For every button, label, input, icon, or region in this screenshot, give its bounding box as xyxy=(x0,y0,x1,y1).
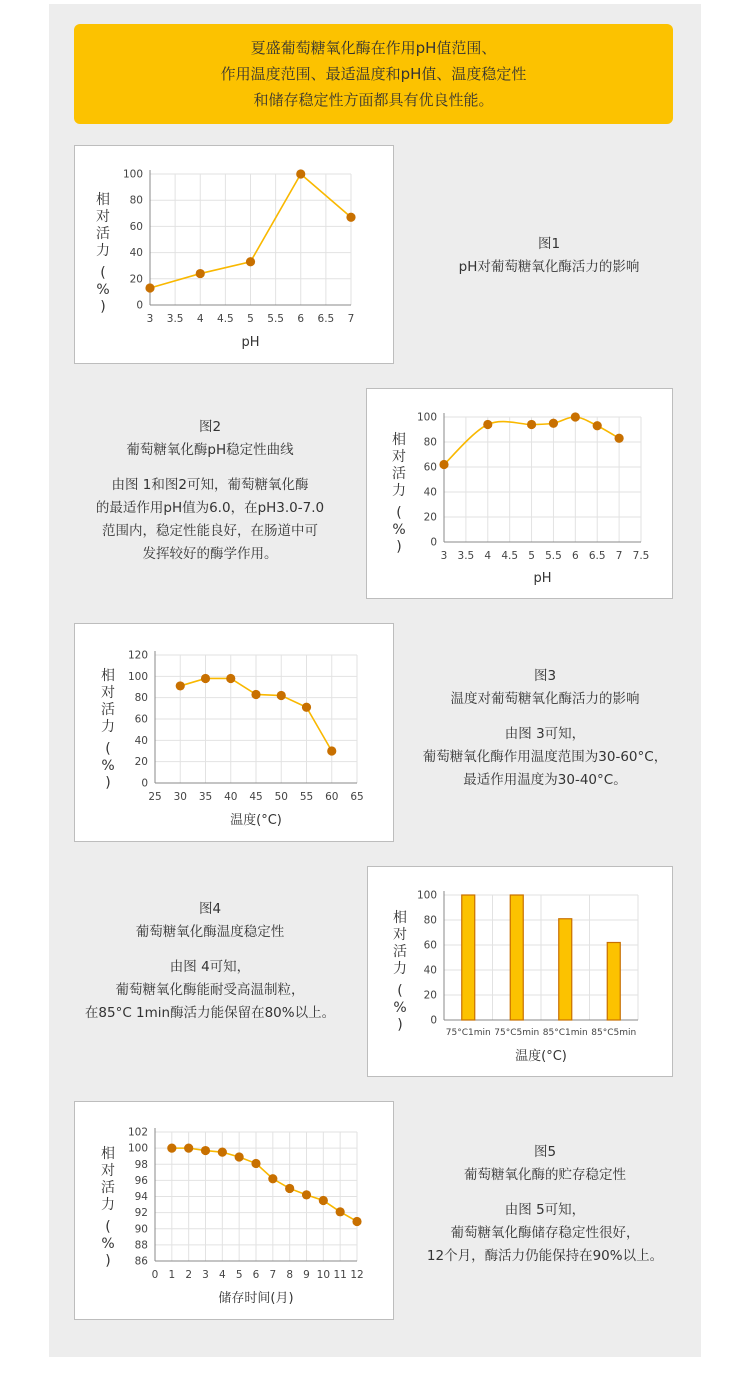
data-point xyxy=(184,1144,193,1153)
fig4-text-line: 葡萄糖氧化酶能耐受高温制粒， xyxy=(115,982,305,998)
y-tick-label: 20 xyxy=(134,756,148,769)
data-point xyxy=(336,1207,345,1216)
y-tick-label: 120 xyxy=(127,649,148,662)
fig3-text-line: 由图 3可知， xyxy=(504,726,586,742)
x-tick-label: 6.5 xyxy=(317,313,335,325)
x-tick-label: 60 xyxy=(325,791,339,803)
fig4-subtitle: 葡萄糖氧化酶温度稳定性 xyxy=(135,924,285,940)
x-tick-label: 3 xyxy=(146,313,154,325)
x-tick-label: 6 xyxy=(297,313,305,325)
y-tick-label: 80 xyxy=(423,436,437,449)
x-tick-label: 40 xyxy=(224,791,238,803)
y-tick-label: 20 xyxy=(423,511,437,524)
y-tick-label: 80 xyxy=(129,194,143,207)
x-tick-label: 4 xyxy=(196,313,204,325)
data-point xyxy=(285,1184,294,1193)
x-axis-title: 温度(°C) xyxy=(515,1049,567,1064)
y-tick-label: 98 xyxy=(134,1158,148,1171)
x-tick-label: 1 xyxy=(168,1269,176,1281)
fig2-text-line: 的最适作用pH值为6.0，在pH3.0-7.0 xyxy=(95,500,325,516)
fig2-subtitle: 葡萄糖氧化酶pH稳定性曲线 xyxy=(126,442,294,458)
data-point xyxy=(527,420,536,429)
fig2-text-line: 发挥较好的酶学作用。 xyxy=(142,546,278,562)
fig5-chart xyxy=(75,1102,393,1319)
banner-line: 和储存稳定性方面都具有优良性能。 xyxy=(253,91,494,109)
data-point xyxy=(246,257,255,266)
bar xyxy=(559,919,572,1020)
fig1-subtitle: pH对葡萄糖氧化酶活力的影响 xyxy=(458,259,640,275)
x-tick-label: 4.5 xyxy=(501,550,519,562)
x-tick-label: 3 xyxy=(440,550,448,562)
fig3-text-line: 最适作用温度为30-40°C。 xyxy=(463,772,627,788)
series-line xyxy=(172,1148,357,1221)
x-tick-label: 11 xyxy=(333,1269,347,1281)
data-point xyxy=(251,1159,260,1168)
fig5-text-line: 12个月，酶活力仍能保持在90%以上。 xyxy=(426,1248,664,1264)
y-tick-label: 100 xyxy=(122,168,143,181)
y-tick-label: 100 xyxy=(416,411,437,424)
fig2-caption xyxy=(64,416,356,566)
y-tick-label: 86 xyxy=(134,1255,148,1268)
data-point xyxy=(176,681,185,690)
x-tick-label: 5 xyxy=(528,550,535,562)
fig5-title: 图5 xyxy=(533,1144,557,1160)
x-tick-label: 5 xyxy=(247,313,254,325)
y-tick-label: 40 xyxy=(134,734,148,747)
y-tick-label: 60 xyxy=(129,220,143,233)
x-tick-label: 65 xyxy=(350,791,364,803)
fig1-caption xyxy=(414,233,684,279)
y-tick-label: 0 xyxy=(141,777,148,790)
fig3-subtitle: 温度对葡萄糖氧化酶活力的影响 xyxy=(450,691,640,707)
y-tick-label: 60 xyxy=(423,461,437,474)
y-tick-label: 80 xyxy=(134,692,148,705)
x-tick-label: 75°C5min xyxy=(494,1028,540,1038)
x-tick-label: 85°C1min xyxy=(542,1028,588,1038)
x-tick-label: 4 xyxy=(218,1269,226,1281)
fig4-chart-card xyxy=(367,866,673,1077)
x-tick-label: 7 xyxy=(269,1269,277,1281)
x-tick-label: 50 xyxy=(274,791,288,803)
data-point xyxy=(352,1217,361,1226)
y-axis-title: 相对活力( % ) xyxy=(96,192,110,315)
x-tick-label: 6 xyxy=(571,550,579,562)
fig2-title: 图2 xyxy=(198,419,222,435)
y-tick-label: 60 xyxy=(134,713,148,726)
fig1-title: 图1 xyxy=(537,236,561,252)
fig5-subtitle: 葡萄糖氧化酶的贮存稳定性 xyxy=(464,1167,626,1183)
bar xyxy=(462,895,475,1020)
y-axis-title: 相对活力( % ) xyxy=(392,432,406,555)
x-tick-label: 9 xyxy=(303,1269,310,1281)
x-tick-label: 85°C5min xyxy=(591,1028,637,1038)
data-point xyxy=(167,1144,176,1153)
bar xyxy=(510,895,523,1020)
banner-line: 作用温度范围、最适温度和pH值、温度稳定性 xyxy=(220,65,527,83)
x-tick-label: 7 xyxy=(347,313,355,325)
x-axis-title: pH xyxy=(533,571,552,586)
y-tick-label: 20 xyxy=(129,273,143,286)
y-axis-title: 相对活力( % ) xyxy=(101,1146,115,1269)
x-tick-label: 5.5 xyxy=(545,550,562,562)
fig1-chart xyxy=(75,146,393,363)
x-tick-label: 8 xyxy=(286,1269,294,1281)
fig3-chart-card xyxy=(74,623,394,842)
x-tick-label: 10 xyxy=(316,1269,331,1281)
x-tick-label: 4.5 xyxy=(217,313,234,325)
fig5-chart-card xyxy=(74,1101,394,1320)
y-tick-label: 88 xyxy=(134,1239,148,1252)
x-tick-label: 35 xyxy=(198,791,213,803)
x-tick-label: 25 xyxy=(148,791,162,803)
data-point xyxy=(201,1146,210,1155)
fig2-chart-card xyxy=(366,388,673,599)
y-tick-label: 0 xyxy=(430,1014,437,1027)
x-tick-label: 55 xyxy=(299,791,314,803)
x-tick-label: 4 xyxy=(484,550,492,562)
data-point xyxy=(571,412,580,421)
data-point xyxy=(327,746,336,755)
banner-line: 夏盛葡萄糖氧化酶在作用pH值范围、 xyxy=(250,39,497,57)
fig4-caption xyxy=(60,898,360,1025)
x-tick-label: 45 xyxy=(249,791,263,803)
data-point xyxy=(615,434,624,443)
x-tick-label: 6.5 xyxy=(588,550,606,562)
intro-banner xyxy=(74,24,673,124)
y-tick-label: 40 xyxy=(129,247,143,260)
y-tick-label: 60 xyxy=(423,939,437,952)
x-tick-label: 3.5 xyxy=(457,550,475,562)
fig2-text-line: 由图 1和图2可知，葡萄糖氧化酶 xyxy=(111,477,309,493)
data-point xyxy=(251,690,260,699)
x-tick-label: 2 xyxy=(185,1269,193,1281)
data-point xyxy=(235,1152,244,1161)
fig4-title: 图4 xyxy=(198,901,222,917)
x-tick-label: 5.5 xyxy=(267,313,284,325)
fig3-caption xyxy=(400,665,690,792)
y-tick-label: 0 xyxy=(430,536,437,549)
data-point xyxy=(296,169,305,178)
y-tick-label: 92 xyxy=(134,1207,148,1220)
x-tick-label: 3 xyxy=(202,1269,209,1281)
y-tick-label: 100 xyxy=(416,889,437,902)
y-tick-label: 20 xyxy=(423,989,437,1002)
y-tick-label: 90 xyxy=(134,1223,148,1236)
y-tick-label: 102 xyxy=(127,1126,148,1139)
data-point xyxy=(346,213,355,222)
x-axis-title: pH xyxy=(241,335,260,350)
fig4-text-line: 由图 4可知， xyxy=(169,959,251,975)
data-point xyxy=(302,1190,311,1199)
fig5-caption xyxy=(400,1141,690,1268)
y-tick-label: 96 xyxy=(134,1174,148,1187)
y-axis-title: 相对活力( % ) xyxy=(393,910,407,1033)
x-tick-label: 30 xyxy=(173,791,187,803)
x-tick-label: 7 xyxy=(615,550,623,562)
data-point xyxy=(196,269,205,278)
x-tick-label: 7.5 xyxy=(632,550,650,562)
y-axis-title: 相对活力( % ) xyxy=(101,668,115,791)
y-tick-label: 40 xyxy=(423,964,437,977)
fig3-chart xyxy=(75,624,393,841)
fig2-chart xyxy=(367,389,672,598)
fig1-chart-card xyxy=(74,145,394,364)
data-point xyxy=(218,1148,227,1157)
x-tick-label: 5 xyxy=(235,1269,243,1281)
data-point xyxy=(593,421,602,430)
fig2-text-line: 范围内，稳定性能良好，在肠道中可 xyxy=(102,523,318,539)
fig5-text-line: 葡萄糖氧化酶储存稳定性很好， xyxy=(450,1225,640,1241)
bar xyxy=(607,943,620,1021)
data-point xyxy=(226,674,235,683)
data-point xyxy=(201,674,210,683)
fig4-text-line: 在85°C 1min酶活力能保留在80%以上。 xyxy=(84,1005,336,1021)
data-point xyxy=(277,691,286,700)
x-tick-label: 3.5 xyxy=(166,313,184,325)
x-tick-label: 12 xyxy=(350,1269,364,1281)
x-tick-label: 0 xyxy=(151,1269,159,1281)
data-point xyxy=(319,1196,328,1205)
data-point xyxy=(268,1174,277,1183)
x-tick-label: 75°C1min xyxy=(445,1028,491,1038)
data-point xyxy=(302,703,311,712)
y-tick-label: 0 xyxy=(136,299,143,312)
fig3-title: 图3 xyxy=(533,668,557,684)
fig3-text-line: 葡萄糖氧化酶作用温度范围为30-60°C， xyxy=(422,749,668,765)
x-axis-title: 储存时间(月) xyxy=(218,1291,294,1306)
data-point xyxy=(439,460,448,469)
data-point xyxy=(549,419,558,428)
y-tick-label: 100 xyxy=(127,1142,148,1155)
y-tick-label: 80 xyxy=(423,914,437,927)
x-axis-title: 温度(°C) xyxy=(230,813,282,828)
fig4-chart xyxy=(368,867,672,1076)
y-tick-label: 40 xyxy=(423,486,437,499)
x-tick-label: 6 xyxy=(252,1269,260,1281)
y-tick-label: 100 xyxy=(127,670,148,683)
y-tick-label: 94 xyxy=(134,1191,148,1203)
fig5-text-line: 由图 5可知， xyxy=(504,1202,586,1218)
data-point xyxy=(483,420,492,429)
data-point xyxy=(145,283,154,292)
